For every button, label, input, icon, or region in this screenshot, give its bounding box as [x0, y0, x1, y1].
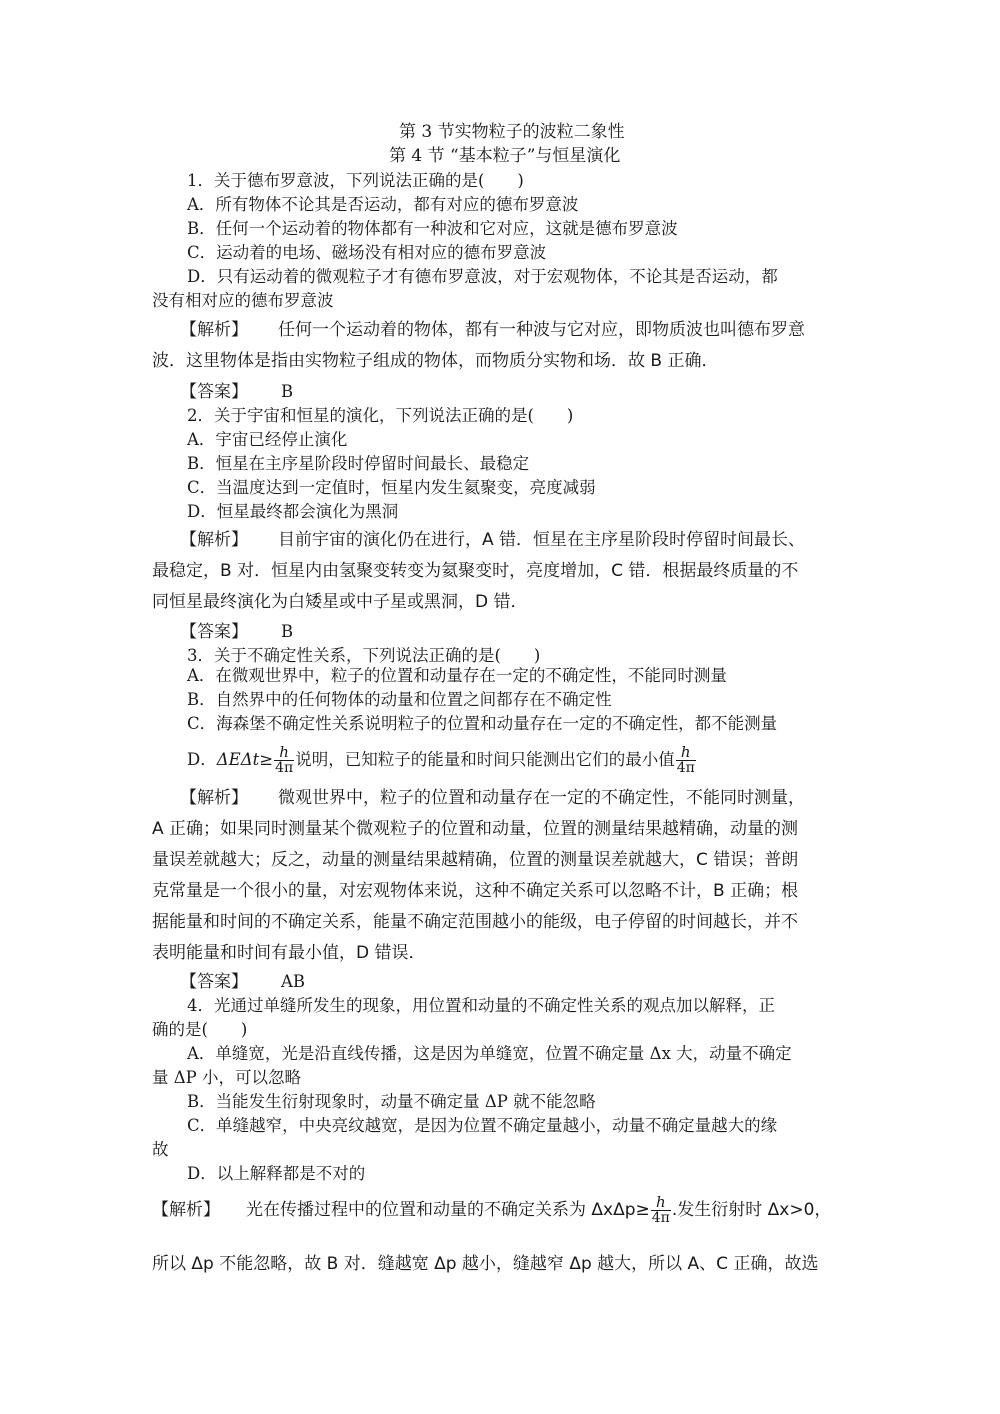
- q1-option-d: D．只有运动着的微观粒子才有德布罗意波，对于宏观物体，不论其是否运动，都: [187, 267, 778, 286]
- q3-option-d-prefix: D．: [187, 750, 217, 769]
- q2-analysis-cont-1: 最稳定，B 对．恒星内由氢聚变转变为氦聚变时，亮度增加，C 错．根据最终质量的不: [152, 561, 799, 581]
- q3-analysis-cont-5: 表明能量和时间有最小值，D 错误．: [152, 943, 426, 963]
- fraction-h-over-4pi: $\frac{h}{4\pi}$: [676, 742, 695, 776]
- q4-option-a-cont: 量 ΔP 小，可以忽略: [152, 1068, 302, 1087]
- q1-stem: 1．关于德布罗意波，下列说法正确的是( ): [187, 171, 524, 190]
- q4-analysis-text-post: .发生衍射时 Δx>0，: [671, 1200, 832, 1220]
- q3-option-d: [187, 740, 697, 780]
- q3-option-c: C．海森堡不确定性关系说明粒子的位置和动量存在一定的不确定性，都不能测量: [187, 714, 778, 733]
- q2-answer: B: [281, 622, 294, 641]
- q1-option-b: B．任何一个运动着的物体都有一种波和它对应，这就是德布罗意波: [187, 219, 678, 238]
- q2-answer-label: 【答案】: [180, 622, 248, 642]
- q1-option-d-cont: 没有相对应的德布罗意波: [152, 291, 334, 310]
- section-title-4: 第 4 节 “基本粒子”与恒星演化: [389, 146, 621, 166]
- q2-analysis: 目前宇宙的演化仍在进行，A 错．恒星在主序星阶段时停留时间最长、: [278, 530, 806, 550]
- q2-option-c: C．当温度达到一定值时，恒星内发生氦聚变，亮度减弱: [187, 478, 596, 497]
- q4-option-c-cont: 故: [152, 1140, 169, 1159]
- q4-stem: 4．光通过单缝所发生的现象，用位置和动量的不确定性关系的观点加以解释，正: [187, 996, 775, 1015]
- q1-answer-label: 【答案】: [180, 382, 248, 402]
- q2-analysis-label: 【解析】: [180, 530, 248, 550]
- fraction-h-over-4pi: $\frac{h}{4\pi}$: [651, 1192, 670, 1226]
- q4-option-c: C．单缝越窄，中央亮纹越宽，是因为位置不确定量越小，动量不确定量越大的缘: [187, 1116, 778, 1135]
- q2-stem: 2．关于宇宙和恒星的演化，下列说法正确的是( ): [187, 406, 574, 425]
- q4-analysis-cont: 所以 Δp 不能忽略，故 B 对．缝越宽 Δp 越小，缝越窄 Δp 越大，所以 A、C 正确，故选: [152, 1254, 819, 1274]
- q4-analysis: [152, 1190, 831, 1230]
- q1-analysis: 任何一个运动着的物体，都有一种波与它对应，即物质波也叫德布罗意: [278, 320, 805, 340]
- q3-analysis: 微观世界中，粒子的位置和动量存在一定的不确定性，不能同时测量，: [278, 788, 805, 808]
- q2-option-b: B．恒星在主序星阶段时停留时间最长、最稳定: [187, 454, 530, 473]
- q3-analysis-cont-4: 据能量和时间的不确定关系，能量不确定范围越小的能级，电子停留的时间越长，并不: [152, 912, 798, 932]
- section-title-3: 第 3 节实物粒子的波粒二象性: [399, 122, 625, 142]
- q4-option-d: D．以上解释都是不对的: [187, 1164, 366, 1183]
- q1-analysis-label: 【解析】: [180, 320, 248, 340]
- q4-option-a: A．单缝宽，光是沿直线传播，这是因为单缝宽，位置不确定量 Δx 大，动量不确定: [187, 1044, 792, 1063]
- q4-analysis-text: 光在传播过程中的位置和动量的不确定关系为 ΔxΔp≥: [246, 1200, 650, 1220]
- q3-option-d-text: 说明，已知粒子的能量和时间只能测出它们的最小值: [295, 750, 675, 769]
- q3-answer: AB: [281, 972, 306, 991]
- fraction-h-over-4pi: $\frac{h}{4\pi}$: [275, 742, 294, 776]
- q1-analysis-cont: 波．这里物体是指由实物粒子组成的物体，而物质分实物和场．故 B 正确．: [152, 351, 719, 371]
- q2-option-a: A．宇宙已经停止演化: [187, 430, 348, 449]
- q3-analysis-cont-3: 克常量是一个很小的量，对宏观物体来说，这种不确定关系可以忽略不计，B 正确；根: [152, 881, 799, 901]
- q3-answer-label: 【答案】: [180, 972, 248, 992]
- q1-answer: B: [281, 382, 294, 401]
- q3-option-a: A．在微观世界中，粒子的位置和动量存在一定的不确定性，不能同时测量: [187, 666, 727, 685]
- q2-analysis-cont-2: 同恒星最终演化为白矮星或中子星或黑洞，D 错．: [152, 592, 528, 612]
- q4-stem-cont: 确的是( ): [152, 1020, 248, 1039]
- q3-analysis-cont-1: A 正确；如果同时测量某个微观粒子的位置和动量，位置的测量结果越精确，动量的测: [152, 819, 799, 839]
- q3-analysis-label: 【解析】: [180, 788, 248, 808]
- q3-option-b: B．自然界中的任何物体的动量和位置之间都存在不确定性: [187, 690, 612, 709]
- q3-option-d-formula: ΔEΔt≥: [216, 750, 274, 769]
- q3-analysis-cont-2: 量误差就越大；反之，动量的测量结果越精确，位置的测量误差就越大，C 错误；普朗: [152, 850, 799, 870]
- q4-analysis-label: 【解析】: [152, 1200, 220, 1220]
- q1-option-a: A．所有物体不论其是否运动，都有对应的德布罗意波: [187, 195, 579, 214]
- q1-option-c: C．运动着的电场、磁场没有相对应的德布罗意波: [187, 243, 547, 262]
- q4-option-b: B．当能发生衍射现象时，动量不确定量 ΔP 就不能忽略: [187, 1092, 596, 1111]
- q3-stem: 3．关于不确定性关系，下列说法正确的是( ): [187, 646, 541, 665]
- q2-option-d: D．恒星最终都会演化为黑洞: [187, 502, 399, 521]
